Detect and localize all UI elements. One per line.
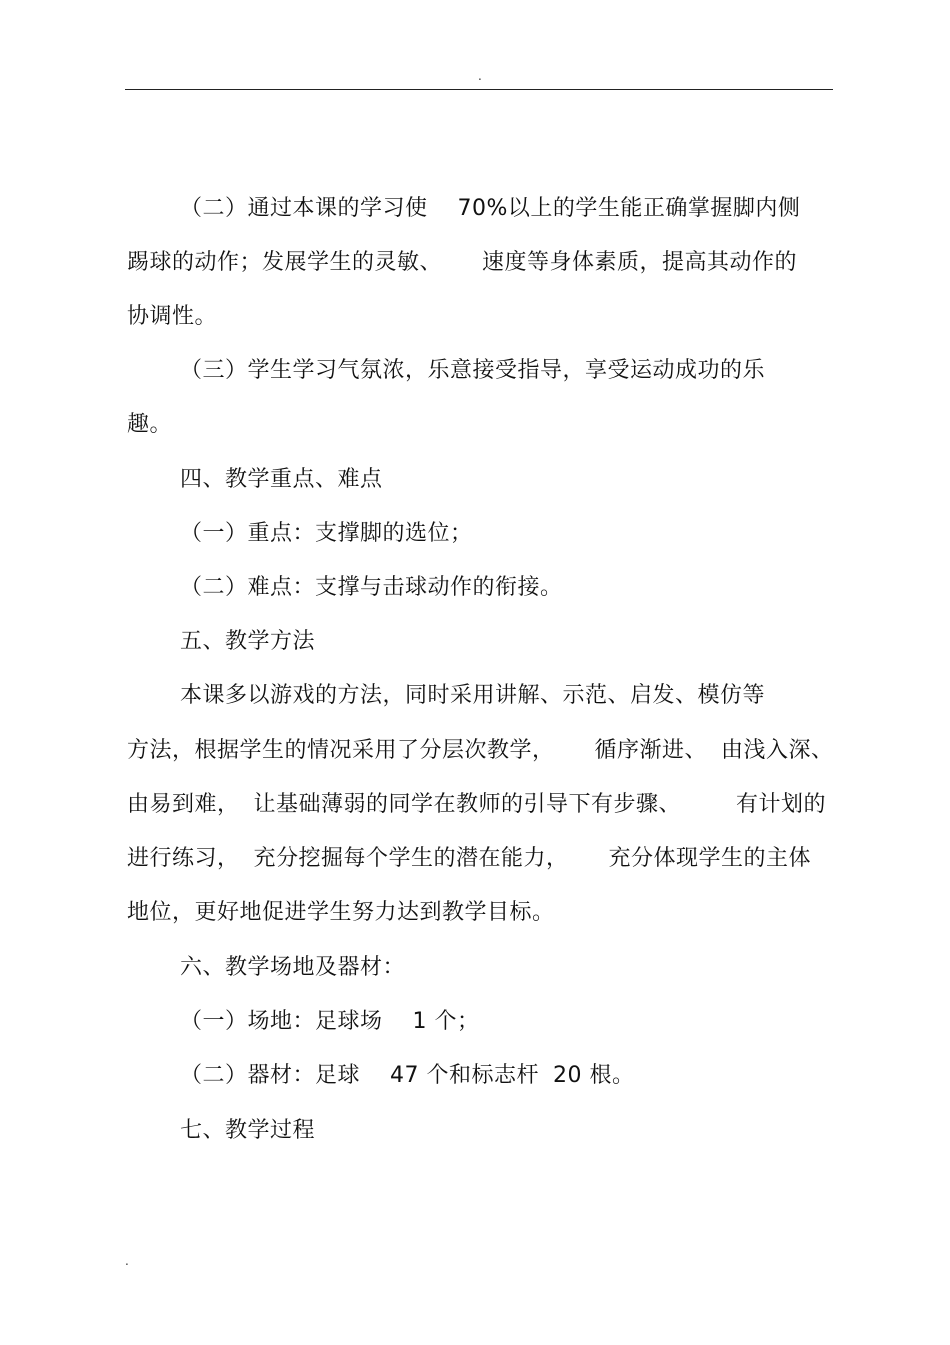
text-span: 47 个和标志杆 [390,1063,540,1088]
text-span: 充分体现学生的主体 [608,846,812,871]
paragraph-line: （一）重点：支撑脚的选位； [180,521,473,546]
text-span: （一）场地：足球场 [180,1009,383,1034]
header-mark: . [478,69,482,83]
text-span: 让基础薄弱的同学在教师的引导下有步骤、 [253,792,682,817]
paragraph-line: 地位，更好地促进学生努力达到教学目标。 [127,900,555,925]
text-span: 有计划的 [736,792,827,817]
text-span: 循序渐进、 [594,738,708,763]
paragraph-line [127,736,834,766]
paragraph-line [127,790,826,820]
section-heading: 四、教学重点、难点 [180,467,383,492]
paragraph-line [180,1061,635,1091]
paragraph-line [127,248,797,278]
section-heading: 六、教学场地及器材： [180,955,406,980]
footer-mark: . [125,1254,129,1268]
text-span: （二）器材：足球 [180,1063,361,1088]
text-span: 踢球的动作；发展学生的灵敏、 [127,250,443,275]
paragraph-line: （二）难点：支撑与击球动作的衔接。 [180,575,563,600]
text-span: 由浅入深、 [721,738,834,763]
text-span: 进行练习， [127,846,240,871]
text-span: 20 根。 [553,1063,635,1088]
paragraph-line [180,194,800,224]
text-span: 充分挖掘每个学生的潜在能力， [253,846,569,871]
paragraph-line [180,1007,480,1037]
text-span: 1 个； [412,1009,480,1034]
paragraph-line: 本课多以游戏的方法，同时采用讲解、示范、启发、模仿等 [180,683,766,708]
text-span: 速度等身体素质，提高其动作的 [482,250,798,275]
header-rule [125,89,833,90]
section-heading: 七、教学过程 [180,1118,316,1143]
section-heading: 五、教学方法 [180,629,316,654]
paragraph-line: （三）学生学习气氛浓，乐意接受指导，享受运动成功的乐 [180,358,766,383]
paragraph-line [127,844,811,874]
paragraph-line: 协调性。 [127,304,218,329]
text-span: （二）通过本课的学习使 [180,196,428,221]
paragraph-line: 趣。 [127,412,173,437]
text-span: 由易到难， [127,792,240,817]
text-span: 方法，根据学生的情况采用了分层次教学， [127,738,555,763]
text-span: 70%以上的学生能正确掌握脚内侧 [457,196,801,221]
